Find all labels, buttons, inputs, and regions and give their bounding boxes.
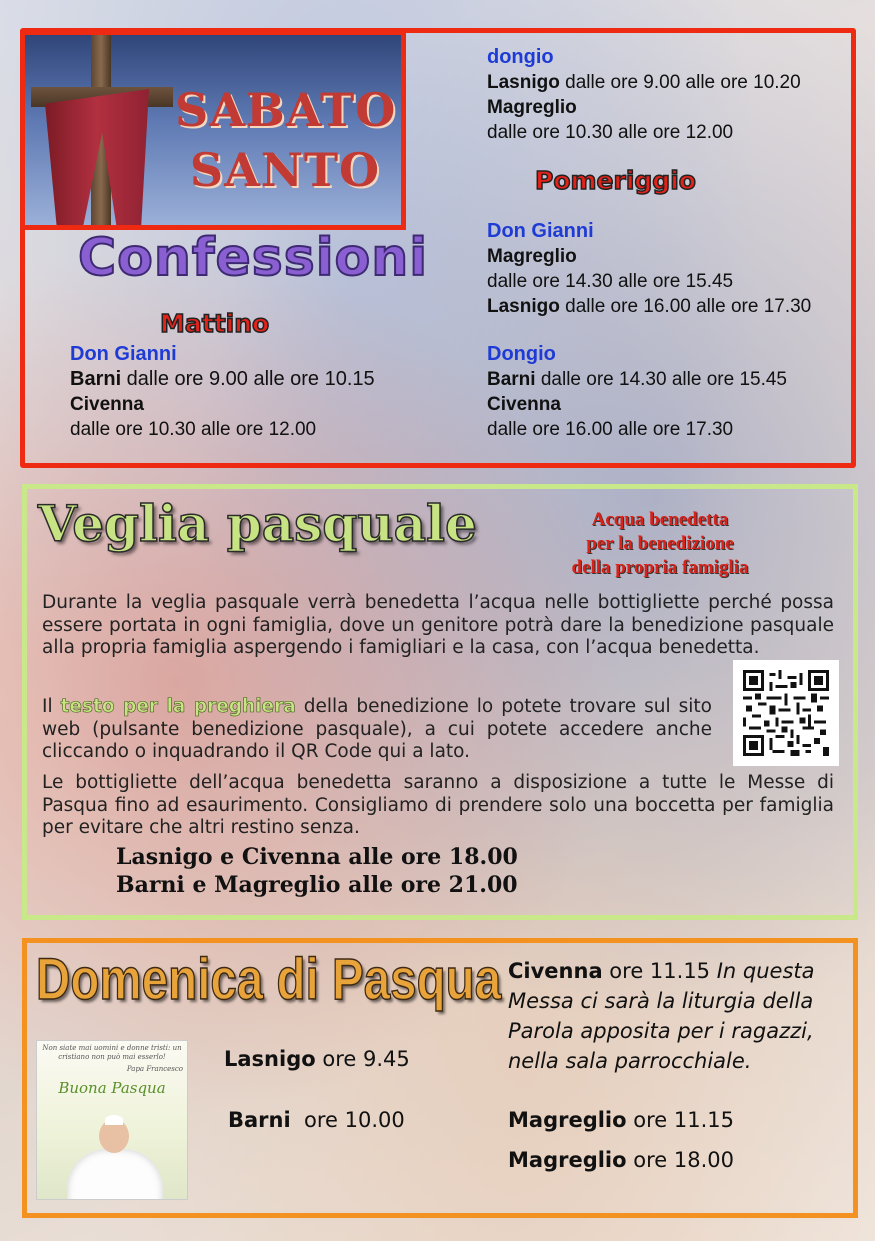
buona-pasqua-image bbox=[36, 1040, 188, 1200]
barni-mass: Barni ore 10.00 bbox=[228, 1108, 405, 1132]
veglia-time-1: Lasnigo e Civenna alle ore 18.00 bbox=[116, 844, 518, 870]
mattino-label: Mattino bbox=[160, 309, 270, 338]
lasnigo-mass: Lasnigo ore 9.45 bbox=[224, 1047, 410, 1071]
veglia-paragraph-1: Durante la veglia pasquale verrà benedetta l’acqua nelle bottigliette perché possa essere portata in ogni famiglia, dove un genitore potrà dare la benedizione pasquale alla propria famiglia aspergendo i famigliari e la casa, con l’acqua benedetta. bbox=[42, 592, 834, 658]
pope-quote: Non siate mai uomini e donne tristi: un cristiano non può mai esserlo! bbox=[42, 1044, 182, 1061]
sabato-santo-image bbox=[20, 30, 406, 230]
buona-pasqua-greeting: Buona Pasqua bbox=[58, 1079, 166, 1097]
veglia-title: Veglia pasquale bbox=[38, 494, 477, 553]
veglia-time-2: Barni e Magreglio alle ore 21.00 bbox=[116, 872, 518, 898]
pomeriggio-don-gianni: Don Gianni Magreglio dalle ore 14.30 alle ore 15.45 Lasnigo dalle ore 16.00 alle ore 17.30 bbox=[487, 220, 812, 317]
qr-code[interactable] bbox=[733, 660, 839, 766]
veglia-paragraph-2: Il testo per la preghiera della benedizione lo potete trovare sul sito web (pulsante benedizione pasquale), a cui potete accedere anche cliccando o inquadrando il QR Code qui a lato. bbox=[42, 696, 712, 762]
acqua-benedetta-note: Acqua benedetta per la benedizione della propria famiglia bbox=[571, 509, 749, 578]
qr-code-icon bbox=[743, 670, 829, 756]
mattino-don-gianni: Don Gianni Barni dalle ore 9.00 alle ore 10.15 Civenna dalle ore 10.30 alle ore 12.00 bbox=[70, 343, 375, 440]
magreglio-mass-2: Magreglio ore 18.00 bbox=[508, 1148, 734, 1172]
testo-preghiera-link[interactable]: testo per la preghiera bbox=[60, 696, 296, 717]
confessioni-title: Confessioni bbox=[78, 228, 429, 288]
pope-figure bbox=[67, 1149, 163, 1200]
sabato-santo-title: SABATO SANTO bbox=[175, 83, 397, 197]
pope-author: Papa Francesco bbox=[126, 1065, 183, 1073]
pomeriggio-label: Pomeriggio bbox=[535, 166, 696, 195]
pomeriggio-dongio: Dongio Barni dalle ore 14.30 alle ore 15.45 Civenna dalle ore 16.00 alle ore 17.30 bbox=[487, 343, 787, 440]
domenica-title: Domenica di Pasqua bbox=[36, 947, 502, 1012]
veglia-paragraph-3: Le bottigliette dell’acqua benedetta saranno a disposizione a tutte le Messe di Pasqua fino ad esaurimento. Consigliamo di prendere solo una boccetta per famiglia per evitare che altri restino senza. bbox=[42, 772, 834, 838]
civenna-mass: Civenna ore 11.15 In questa Messa ci sarà la liturgia della Parola apposita per i ragazzi, nella sala parrocchiale. bbox=[508, 959, 815, 1073]
magreglio-mass-1: Magreglio ore 11.15 bbox=[508, 1108, 734, 1132]
mattino-dongio: dongio Lasnigo dalle ore 9.00 alle ore 10.20 Magreglio dalle ore 10.30 alle ore 12.00 bbox=[487, 46, 801, 143]
